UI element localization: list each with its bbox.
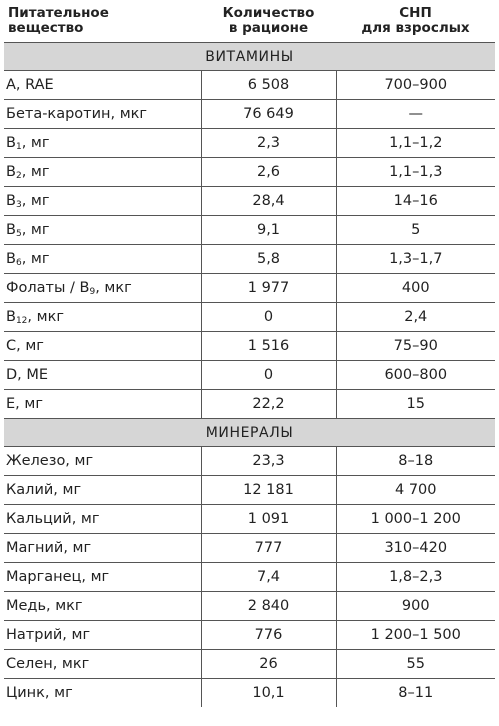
amount-cell: 0	[201, 361, 336, 390]
nutrient-name-cell	[4, 390, 201, 419]
table-row	[4, 505, 495, 534]
nutrient-name: Медь, мкг	[6, 598, 83, 614]
table-row	[4, 534, 495, 563]
rda-cell: 1 000–1 200	[336, 505, 495, 534]
nutrient-subscript: 9	[89, 287, 96, 297]
table-row	[4, 158, 495, 187]
amount-cell: 1 977	[201, 274, 336, 303]
amount-cell: 23,3	[201, 447, 336, 476]
rda-cell: 2,4	[336, 303, 495, 332]
amount-cell: 777	[201, 534, 336, 563]
amount-cell: 26	[201, 650, 336, 679]
table-row	[4, 476, 495, 505]
header-nutrient	[4, 6, 201, 43]
nutrient-name-cell	[4, 534, 201, 563]
table-row	[4, 303, 495, 332]
nutrient-unit: , мг	[21, 164, 50, 180]
rda-cell: 600–800	[336, 361, 495, 390]
nutrient-name: Железо, мг	[6, 453, 94, 469]
nutrient-table	[4, 6, 495, 707]
section-title: ВИТАМИНЫ	[4, 43, 495, 71]
rda-cell: 700–900	[336, 71, 495, 100]
amount-cell: 1 091	[201, 505, 336, 534]
amount-cell: 2 840	[201, 592, 336, 621]
amount-cell: 28,4	[201, 187, 336, 216]
amount-cell: 776	[201, 621, 336, 650]
rda-cell: 1,8–2,3	[336, 563, 495, 592]
header-amount-line-1: Количество	[222, 5, 315, 21]
nutrient-name: C, мг	[6, 338, 44, 354]
table-row	[4, 447, 495, 476]
table-row	[4, 129, 495, 158]
header-rda	[336, 6, 495, 43]
nutrient-name-cell	[4, 447, 201, 476]
nutrient-name-cell	[4, 303, 201, 332]
nutrient-name-cell	[4, 245, 201, 274]
amount-cell: 7,4	[201, 563, 336, 592]
table-row	[4, 100, 495, 129]
rda-cell: 1,1–1,2	[336, 129, 495, 158]
header-nutrient-line-2: вещество	[8, 20, 84, 36]
amount-cell: 6 508	[201, 71, 336, 100]
table-body	[4, 43, 495, 708]
nutrient-name: B	[6, 164, 16, 180]
nutrient-name-cell	[4, 216, 201, 245]
nutrient-name-cell	[4, 679, 201, 708]
section-title: МИНЕРАЛЫ	[4, 419, 495, 447]
table-row	[4, 650, 495, 679]
nutrient-name: Бета-каротин, мкг	[6, 106, 148, 122]
nutrient-name: Цинк, мг	[6, 685, 73, 701]
nutrient-name: Натрий, мг	[6, 627, 91, 643]
nutrient-name-cell	[4, 187, 201, 216]
table-row	[4, 592, 495, 621]
rda-cell: 14–16	[336, 187, 495, 216]
nutrient-unit: , мг	[21, 222, 50, 238]
section-header-row	[4, 419, 495, 447]
header-amount-line-2: в рационе	[228, 20, 309, 36]
rda-cell: 1,1–1,3	[336, 158, 495, 187]
nutrient-name-cell	[4, 332, 201, 361]
nutrient-unit: , мкг	[95, 280, 132, 296]
nutrient-subscript: 2	[15, 171, 22, 181]
nutrient-name-cell	[4, 274, 201, 303]
nutrient-name-cell	[4, 592, 201, 621]
header-amount	[201, 6, 336, 43]
nutrient-name-cell	[4, 621, 201, 650]
nutrient-name-cell	[4, 361, 201, 390]
nutrient-name-cell	[4, 563, 201, 592]
nutrient-name: Магний, мг	[6, 540, 92, 556]
amount-cell: 5,8	[201, 245, 336, 274]
nutrient-name-cell	[4, 505, 201, 534]
nutrient-name: A, RAE	[6, 77, 54, 93]
nutrient-name: Марганец, мг	[6, 569, 110, 585]
nutrient-name: B	[6, 193, 16, 209]
table-row	[4, 216, 495, 245]
table-row	[4, 187, 495, 216]
nutrient-name: E, мг	[6, 396, 43, 412]
table-row	[4, 274, 495, 303]
nutrient-name: Фолаты / B	[6, 280, 90, 296]
rda-cell: 400	[336, 274, 495, 303]
table-row	[4, 245, 495, 274]
rda-cell: 310–420	[336, 534, 495, 563]
nutrient-unit: , мг	[21, 251, 50, 267]
nutrient-name: Селен, мкг	[6, 656, 90, 672]
amount-cell: 1 516	[201, 332, 336, 361]
nutrient-name: Кальций, мг	[6, 511, 100, 527]
header-row	[4, 6, 495, 43]
nutrient-unit: , мкг	[27, 309, 64, 325]
amount-cell: 76 649	[201, 100, 336, 129]
rda-cell: 55	[336, 650, 495, 679]
rda-cell: 1,3–1,7	[336, 245, 495, 274]
nutrient-unit: , мг	[21, 193, 50, 209]
amount-cell: 0	[201, 303, 336, 332]
table-row	[4, 679, 495, 708]
rda-cell: 8–11	[398, 685, 434, 701]
nutrient-name-cell	[4, 158, 201, 187]
rda-cell: 75–90	[336, 332, 495, 361]
nutrient-subscript: 1	[15, 142, 22, 152]
amount-cell: 12 181	[201, 476, 336, 505]
table-row	[4, 71, 495, 100]
rda-cell: 4 700	[336, 476, 495, 505]
nutrient-subscript: 5	[15, 229, 22, 239]
nutrient-subscript: 12	[15, 316, 28, 326]
nutrient-name-cell	[4, 100, 201, 129]
table-row	[4, 563, 495, 592]
nutrient-name-cell	[4, 71, 201, 100]
table-row	[4, 361, 495, 390]
header-rda-line-2: для взрослых	[361, 20, 470, 36]
rda-cell: 8–18	[336, 447, 495, 476]
rda-cell: 900	[336, 592, 495, 621]
rda-cell: 5	[336, 216, 495, 245]
nutrient-name: Калий, мг	[6, 482, 82, 498]
amount-cell: 9,1	[201, 216, 336, 245]
nutrient-name: D, ME	[6, 367, 49, 383]
table-row	[4, 621, 495, 650]
amount-cell: 2,6	[201, 158, 336, 187]
rda-cell: 1 200–1 500	[336, 621, 495, 650]
table-header	[4, 6, 495, 43]
table-row	[4, 390, 495, 419]
nutrient-name-cell	[4, 129, 201, 158]
nutrient-name: B	[6, 309, 16, 325]
amount-cell: 10,1	[201, 679, 336, 708]
header-rda-line-1: СНП	[399, 5, 432, 21]
nutrient-subscript: 6	[15, 258, 22, 268]
nutrient-subscript: 3	[15, 200, 22, 210]
nutrient-name-cell	[4, 650, 201, 679]
amount-cell: 2,3	[201, 129, 336, 158]
amount-cell: 22,2	[201, 390, 336, 419]
nutrient-name: B	[6, 251, 16, 267]
header-nutrient-line-1: Питательное	[8, 5, 109, 21]
nutrient-name: B	[6, 222, 16, 238]
nutrient-unit: , мг	[21, 135, 50, 151]
nutrient-name: B	[6, 135, 16, 151]
rda-cell: 15	[336, 390, 495, 419]
rda-cell: —	[336, 100, 495, 129]
nutrient-name-cell	[4, 476, 201, 505]
nutrient-table-container	[4, 6, 495, 707]
table-row	[4, 332, 495, 361]
section-header-row	[4, 43, 495, 71]
